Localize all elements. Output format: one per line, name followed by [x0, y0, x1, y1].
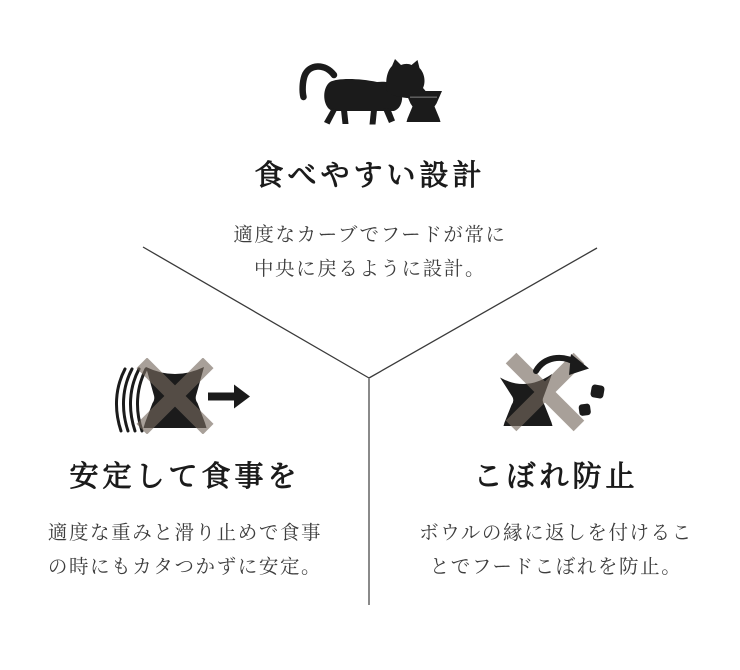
desc-line-2: の時にもカタつかずに安定。: [47, 556, 323, 578]
desc-line-2: 中央に戻るように設計。: [253, 258, 487, 280]
feature-title-spill-prevention: こぼれ防止: [473, 461, 639, 493]
feature-desc-stability: [15, 516, 355, 584]
desc-line-2: とでフードこぼれを防止。: [429, 556, 683, 578]
desc-line-1: ボウルの縁に返しを付けるこ: [419, 522, 693, 544]
desc-line-1: 適度な重みと滑り止めで食事: [47, 522, 323, 544]
elevated-bowl: [405, 91, 442, 122]
food-kibble-dots: [578, 384, 605, 416]
right-arrow-icon: [208, 385, 250, 409]
feature-title-stability: 安定して食事を: [69, 461, 301, 493]
desc-line-1: 適度なカーブでフードが常に: [233, 224, 507, 246]
anti-slip-bowl-icon: [110, 358, 252, 434]
cat-and-elevated-bowl-icon: [292, 58, 460, 136]
feature-title-easy-to-eat: 食べやすい設計: [254, 160, 486, 192]
feature-desc-easy-to-eat: [0, 218, 740, 286]
spill-prevention-bowl-icon: [496, 352, 608, 434]
feature-desc-spill-prevention: [385, 516, 727, 584]
